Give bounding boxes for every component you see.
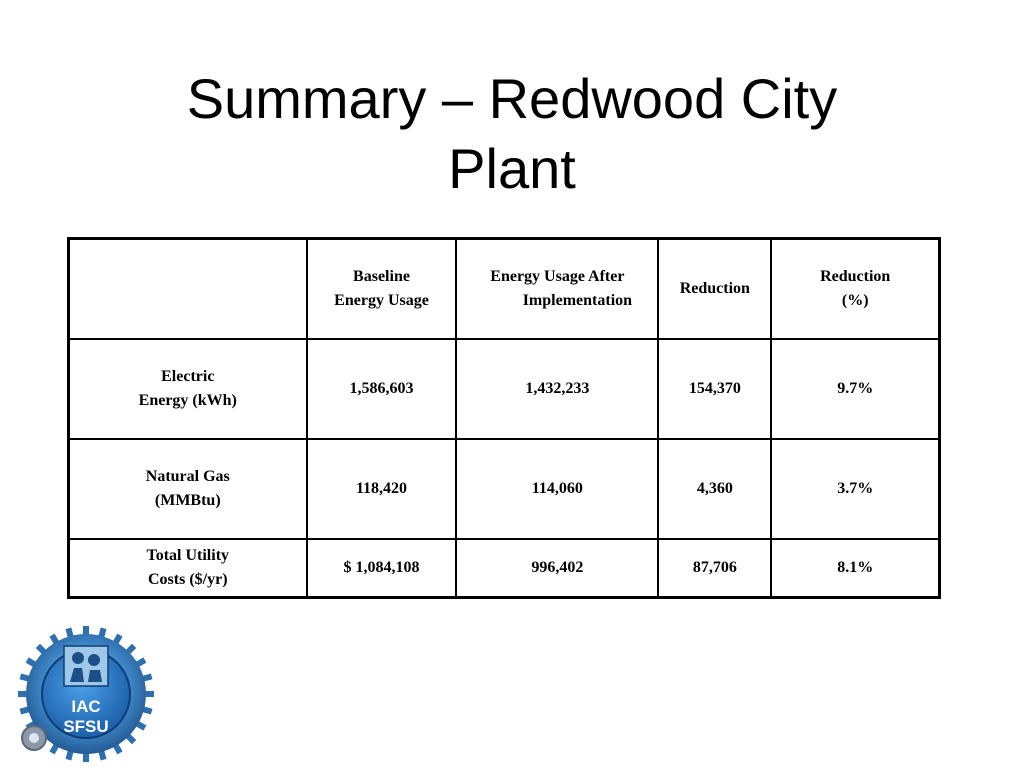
row-label-line2: Energy (kWh) (138, 392, 237, 409)
header-reduction-pct-line1: Reduction (820, 268, 891, 285)
header-cell-after (456, 239, 658, 340)
header-reduction-line1: Reduction (679, 280, 750, 297)
reduction-cell: 87,706 (658, 539, 771, 598)
header-cell-empty (69, 239, 307, 340)
logo-text-line1: IAC (71, 697, 101, 716)
reduction-pct-cell: 3.7% (771, 439, 939, 539)
logo-text-line2: SFSU (63, 717, 109, 736)
slide-title (0, 64, 1024, 204)
reduction-pct-cell: 8.1% (771, 539, 939, 598)
reduction-cell: 154,370 (658, 339, 771, 439)
header-cell-reduction-pct (771, 239, 939, 340)
row-label-line1: Natural Gas (145, 468, 230, 485)
table-row (69, 439, 940, 539)
slide-title-line1: Summary – Redwood City (186, 67, 838, 130)
header-baseline-line1: Baseline (353, 268, 410, 285)
after-cell: 1,432,233 (456, 339, 658, 439)
after-cell: 114,060 (456, 439, 658, 539)
baseline-cell: $ 1,084,108 (307, 539, 457, 598)
gear-badge-icon (14, 622, 158, 766)
header-reduction-pct-line2: (%) (841, 292, 869, 309)
row-label-line2: (MMBtu) (154, 492, 221, 509)
table-header-row (69, 239, 940, 340)
header-cell-reduction (658, 239, 771, 340)
row-label-line1: Total Utility (146, 547, 230, 564)
header-after-line2: Implementation (522, 292, 633, 309)
header-after-line1: Energy Usage After (490, 268, 625, 285)
row-label-cell (69, 339, 307, 439)
summary-table (67, 237, 941, 599)
row-label-line1: Electric (161, 368, 215, 385)
table-row (69, 339, 940, 439)
baseline-cell: 1,586,603 (307, 339, 457, 439)
header-baseline-line2: Energy Usage (334, 292, 429, 309)
after-cell: 996,402 (456, 539, 658, 598)
row-label-line2: Costs ($/yr) (148, 571, 228, 588)
row-label-cell (69, 539, 307, 598)
baseline-cell: 118,420 (307, 439, 457, 539)
reduction-pct-cell: 9.7% (771, 339, 939, 439)
header-cell-baseline (307, 239, 457, 340)
iac-sfsu-logo (14, 622, 158, 766)
row-label-cell (69, 439, 307, 539)
slide-title-line2: Plant (448, 137, 576, 200)
table-row (69, 539, 940, 598)
reduction-cell: 4,360 (658, 439, 771, 539)
